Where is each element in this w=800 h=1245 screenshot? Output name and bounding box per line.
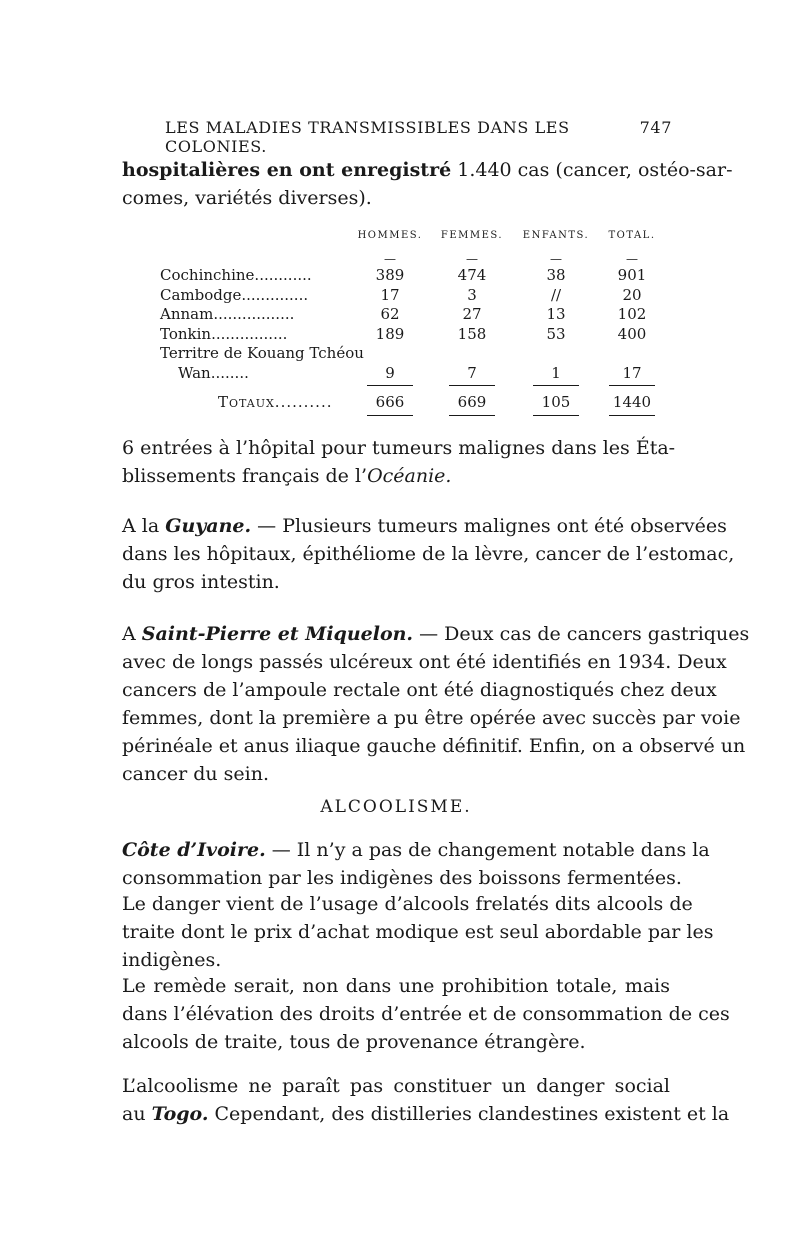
cell-value: 400 — [617, 324, 647, 343]
cell-value: 3 — [467, 285, 477, 304]
header-dash: — — [626, 252, 638, 266]
cote-ivoire-paragraph — [122, 836, 710, 892]
total-value: 669 — [457, 393, 487, 411]
text: — Il n’y a pas de changement notable dans la — [265, 839, 710, 861]
sum-rule-row — [160, 383, 670, 389]
total-rule — [533, 415, 579, 416]
row-label-continued: Wan........ — [178, 363, 249, 382]
text-line: L’alcoolisme ne paraît pas constituer un danger social — [122, 1075, 670, 1097]
text: A — [122, 623, 142, 645]
text-line: 6 entrées à l’hôpital pour tumeurs malignes dans les Éta- — [122, 437, 676, 459]
place-name: Guyane. — [165, 515, 252, 537]
cell-value: 38 — [546, 266, 566, 284]
total-value: 105 — [541, 393, 571, 411]
column-header-total: TOTAL. — [608, 230, 656, 241]
cell-value: 27 — [462, 305, 482, 323]
sum-rule — [449, 385, 495, 386]
text: A la — [122, 515, 166, 537]
column-header-hommes: HOMMES. — [357, 230, 423, 241]
total-rule — [367, 415, 413, 416]
cell-value: // — [550, 285, 562, 304]
cell-value: 474 — [457, 266, 487, 284]
table-row — [160, 286, 670, 306]
table-row — [160, 266, 670, 286]
text-line: cancer du sein. — [122, 763, 269, 785]
place-name: Saint-Pierre et Miquelon. — [141, 623, 414, 645]
cell-value: 13 — [546, 305, 566, 323]
place-name: Océanie. — [367, 465, 452, 487]
sum-rule — [367, 385, 413, 386]
totals-row — [160, 393, 670, 413]
text-line: femmes, dont la première a pu être opérée avec succès par voie — [122, 707, 741, 729]
column-header-femmes: FEMMES. — [440, 230, 504, 241]
header-dash-row — [160, 252, 670, 266]
total-rule — [449, 415, 495, 416]
header-dash: — — [466, 252, 478, 266]
cell-value: 17 — [380, 285, 400, 304]
text: blissements français de l’ — [122, 465, 368, 487]
total-rule-row — [160, 413, 670, 419]
section-title: ALCOOLISME. — [320, 797, 472, 817]
running-header — [165, 118, 672, 156]
intro-paragraph — [122, 156, 733, 212]
intro-text: 1.440 cas (cancer, ostéo-sar- — [451, 159, 733, 181]
total-rule — [609, 415, 655, 416]
text: au — [122, 1103, 152, 1125]
row-label: Annam................. — [160, 305, 295, 323]
danger-paragraph — [122, 890, 714, 974]
row-label: Cambodge.............. — [160, 285, 309, 304]
guyane-paragraph — [122, 512, 735, 596]
sum-rule — [609, 385, 655, 386]
cell-value: 158 — [457, 324, 487, 343]
cell-value: 17 — [622, 363, 642, 382]
cancer-cases-table — [160, 230, 670, 419]
cell-value: 62 — [380, 305, 400, 323]
cell-value: 901 — [617, 266, 647, 284]
totals-label: Totaux.......... — [218, 393, 333, 411]
text-line: indigènes. — [122, 949, 222, 971]
place-name: Togo. — [151, 1103, 209, 1125]
table-row — [160, 344, 670, 364]
sum-rule — [533, 385, 579, 386]
row-label: Territre de Kouang Tchéou — [160, 344, 364, 362]
intro-line: comes, variétés diverses). — [122, 187, 372, 209]
cell-value: 389 — [375, 266, 405, 284]
table-row — [160, 364, 670, 384]
cell-value: 1 — [551, 363, 561, 382]
total-value: 666 — [375, 393, 405, 411]
text: Cependant, des distilleries clandestines existent et la — [208, 1103, 730, 1125]
cell-value: 102 — [617, 305, 647, 323]
text-line: avec de longs passés ulcéreux ont été identifiés en 1934. Deux — [122, 651, 727, 673]
text: — Deux cas de cancers gastriques — [413, 623, 750, 645]
cell-value: 20 — [622, 285, 642, 304]
text-line: du gros intestin. — [122, 571, 280, 593]
table-row — [160, 325, 670, 345]
intro-bold-text: hospitalières en ont enregistré — [122, 159, 452, 181]
text-line: alcools de traite, tous de provenance étrangère. — [122, 1031, 586, 1053]
text: — Plusieurs tumeurs malignes ont été observées — [251, 515, 727, 537]
table-column-headers — [160, 230, 670, 252]
cell-value: 189 — [375, 324, 405, 343]
running-title: LES MALADIES TRANSMISSIBLES DANS LES COLONIES. — [165, 118, 570, 156]
column-header-enfants: ENFANTS. — [522, 230, 590, 241]
row-label: Cochinchine............ — [160, 266, 312, 284]
text-line: dans les hôpitaux, épithéliome de la lèvre, cancer de l’estomac, — [122, 543, 735, 565]
total-value: 1440 — [612, 393, 652, 411]
text-line: périnéale et anus iliaque gauche définitif. Enfin, on a observé un — [122, 735, 746, 757]
oceanie-paragraph — [122, 434, 676, 490]
text-line: traite dont le prix d’achat modique est seul abordable par les — [122, 921, 714, 943]
text-line: cancers de l’ampoule rectale ont été diagnostiqués chez deux — [122, 679, 717, 701]
table-row — [160, 305, 670, 325]
header-dash: — — [384, 252, 396, 266]
togo-paragraph — [122, 1072, 730, 1128]
saint-pierre-paragraph — [122, 620, 750, 788]
row-label: Tonkin................ — [160, 324, 288, 343]
remede-paragraph — [122, 972, 730, 1056]
header-dash: — — [550, 252, 562, 266]
cell-value: 53 — [546, 324, 566, 343]
text-line: consommation par les indigènes des boissons fermentées. — [122, 867, 682, 889]
page-number: 747 — [639, 118, 672, 137]
place-name: Côte d’Ivoire. — [122, 839, 266, 861]
text-line: dans l’élévation des droits d’entrée et de consommation de ces — [122, 1003, 730, 1025]
text-line: Le remède serait, non dans une prohibition totale, mais — [122, 975, 670, 997]
cell-value: 9 — [385, 363, 395, 382]
text-line: Le danger vient de l’usage d’alcools frelatés dits alcools de — [122, 893, 693, 915]
cell-value: 7 — [467, 363, 477, 382]
